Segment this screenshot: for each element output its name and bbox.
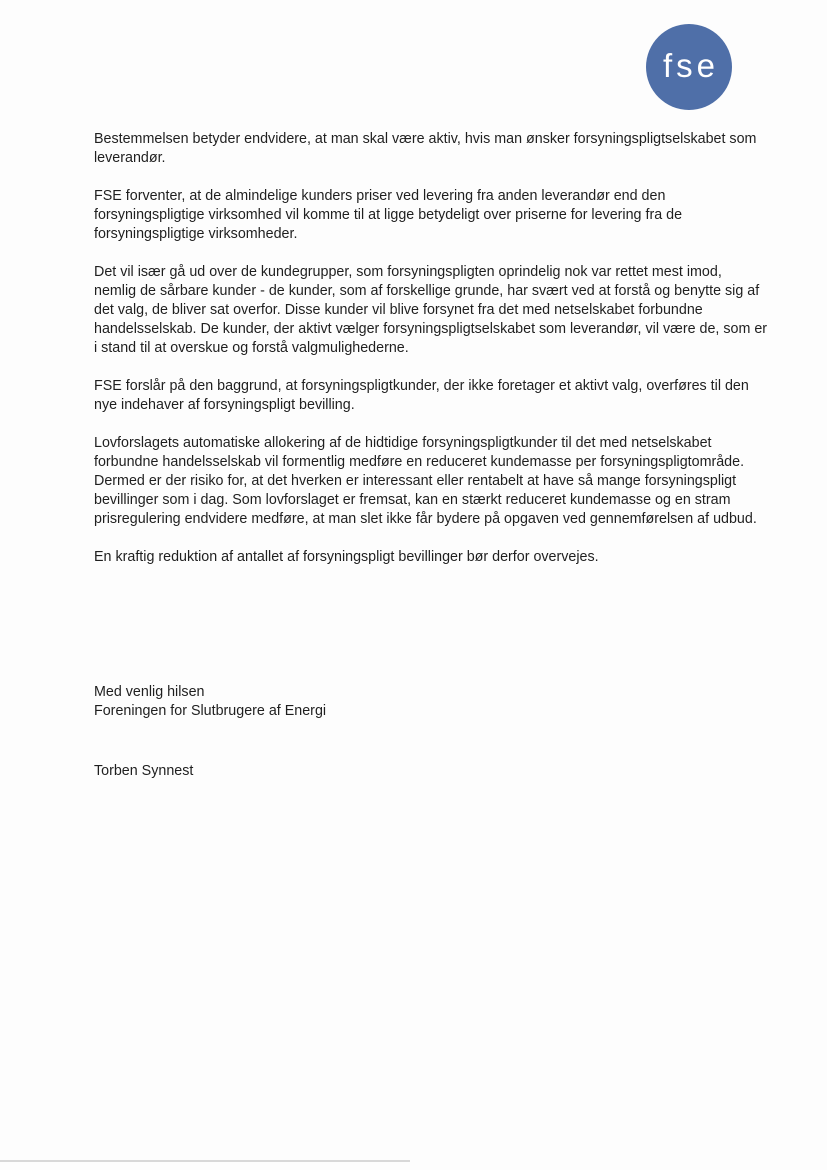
text-line: bevillinger som i dag. Som lovforslaget er fremsat, kan en stærkt reduceret kundemasse og en stram [94,492,731,508]
text-line: En kraftig reduktion af antallet af forsyningspligt bevillinger bør derfor overvejes. [94,549,599,565]
text-line: forbundne handelsselskab vil formentlig medføre en reduceret kundemasse per forsyningspligtområde. [94,454,745,470]
text-line: Dermed er der risiko for, at det hverken er interessant eller rentabelt at have så mange forsyningspligt [94,473,737,489]
closing-block [94,683,326,721]
text-line: Det vil især gå ud over de kundegrupper, som forsyningspligten oprindelig nok var rettet mest imod, [94,264,722,280]
logo-text: fse [662,47,720,84]
scan-edge-line [0,1160,410,1162]
letter-body [94,130,774,586]
paragraph-6 [94,548,774,567]
paragraph-3 [94,263,774,358]
text-line: i stand til at overskue og forstå valgmulighederne. [94,340,409,356]
text-line: det valg, de bliver sat overfor. Disse kunder vil blive forsynet fra det med netselskabet forbundne [94,302,703,318]
text-line: leverandør. [94,150,166,166]
text-line: Lovforslagets automatiske allokering af de hidtidige forsyningspligtkunder til det med netselskabet [94,435,712,451]
text-line: Bestemmelsen betyder endvidere, at man skal være aktiv, hvis man ønsker forsyningspligtselskabet som [94,131,757,147]
text-line: prisregulering endvidere medføre, at man slet ikke får bydere på opgaven ved gennemførelsen af udbud. [94,511,757,527]
closing-organization: Foreningen for Slutbrugere af Energi [94,703,327,719]
text-line: FSE forslår på den baggrund, at forsyningspligtkunder, der ikke foretager et aktivt valg, overføres til den [94,378,749,394]
text-line: nye indehaver af forsyningspligt bevilling. [94,397,355,413]
text-line: FSE forventer, at de almindelige kunders priser ved levering fra anden leverandør end den [94,188,666,204]
fse-logo [646,24,732,110]
text-line: forsyningspligtige virksomheder. [94,226,298,242]
closing-greeting: Med venlig hilsen [94,684,205,700]
text-line: forsyningspligtige virksomhed vil komme til at ligge betydeligt over priserne for levering fra de [94,207,683,223]
signer-name: Torben Synnest [94,763,194,779]
text-line: nemlig de sårbare kunder - de kunder, som af forskellige grunde, har svært ved at forstå og benytte sig af [94,283,760,299]
text-line: handelsselskab. De kunder, der aktivt vælger forsyningspligtselskabet som leverandør, vil være de, som er [94,321,768,337]
paragraph-4 [94,377,774,415]
paragraph-1 [94,130,774,168]
paragraph-2 [94,187,774,244]
paragraph-5 [94,434,774,529]
